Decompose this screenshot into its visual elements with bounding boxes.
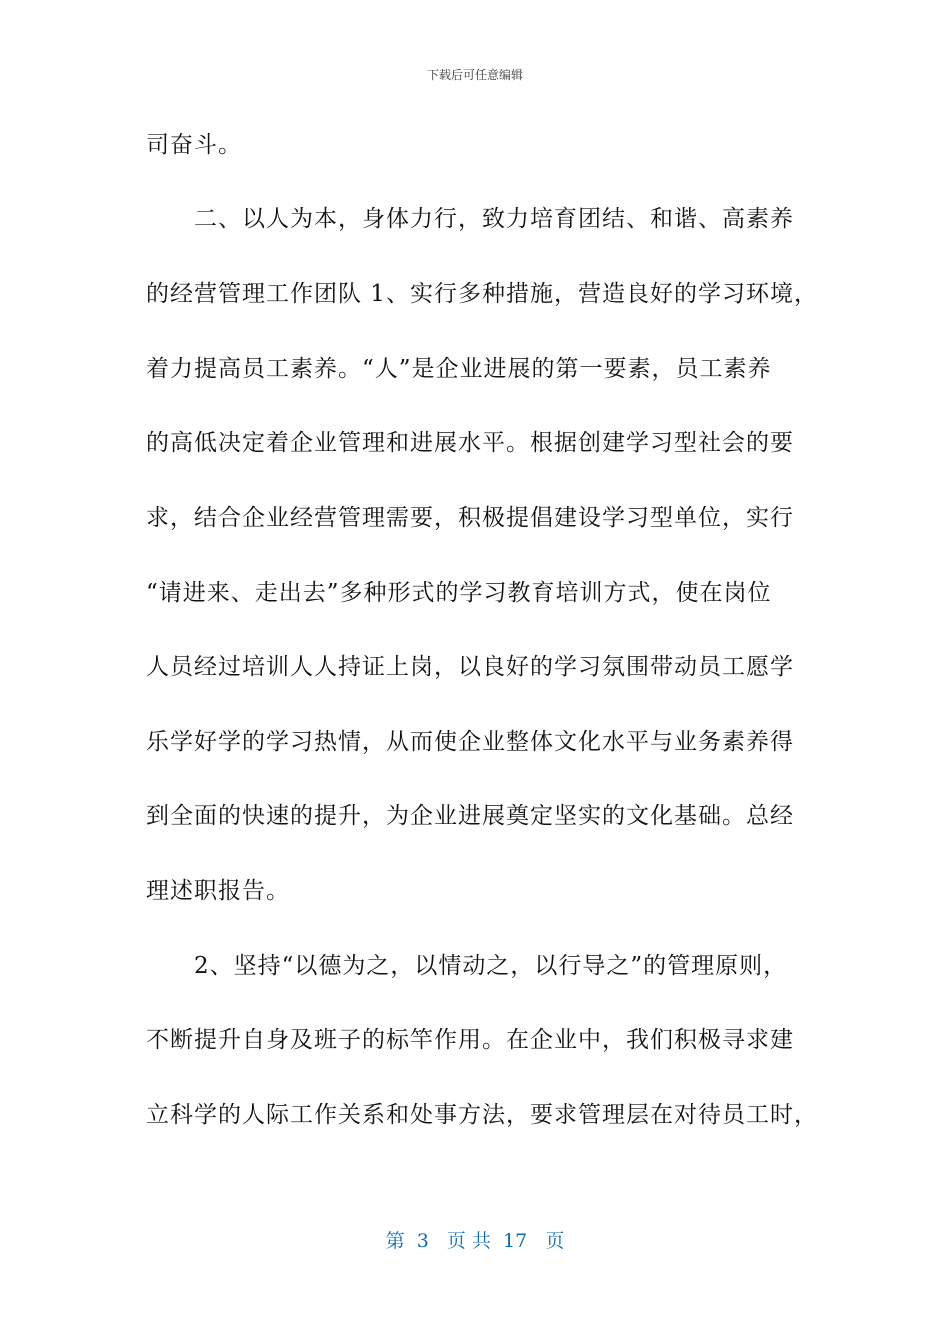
body-line: 人员经过培训人人持证上岗，以良好的学习氛围带动员工愿学: [146, 654, 794, 680]
paragraph-start-line: 二、以人为本，身体力行，致力培育团结、和谐、高素养: [194, 206, 794, 232]
body-line: 理述职报告。: [146, 878, 290, 904]
body-line: 的高低决定着企业管理和进展水平。根据创建学习型社会的要: [146, 430, 794, 456]
paragraph-start-line: 2、坚持“以德为之，以情动之，以行导之”的管理原则，: [194, 953, 788, 979]
body-line: 不断提升自身及班子的标竿作用。在企业中，我们积极寻求建: [146, 1027, 794, 1053]
body-line: 立科学的人际工作关系和处事方法，要求管理层在对待员工时，: [146, 1102, 818, 1128]
body-line: 司奋斗。: [146, 132, 242, 158]
body-line: 求，结合企业经营管理需要，积极提倡建设学习型单位，实行: [146, 505, 794, 531]
body-line: 乐学好学的学习热情，从而使企业整体文化水平与业务素养得: [146, 729, 794, 755]
page-number-footer: 第 3 页 共 17 页: [385, 1230, 565, 1252]
page-header-note: 下载后可任意编辑: [426, 68, 523, 82]
body-line: 的经营管理工作团队 1、实行多种措施，营造良好的学习环境，: [146, 281, 818, 307]
body-line: “请进来、走出去”多种形式的学习教育培训方式，使在岗位: [146, 580, 772, 606]
body-line: 到全面的快速的提升，为企业进展奠定坚实的文化基础。总经: [146, 803, 794, 829]
body-line: 着力提高员工素养。“人”是企业进展的第一要素，员工素养: [146, 356, 772, 382]
